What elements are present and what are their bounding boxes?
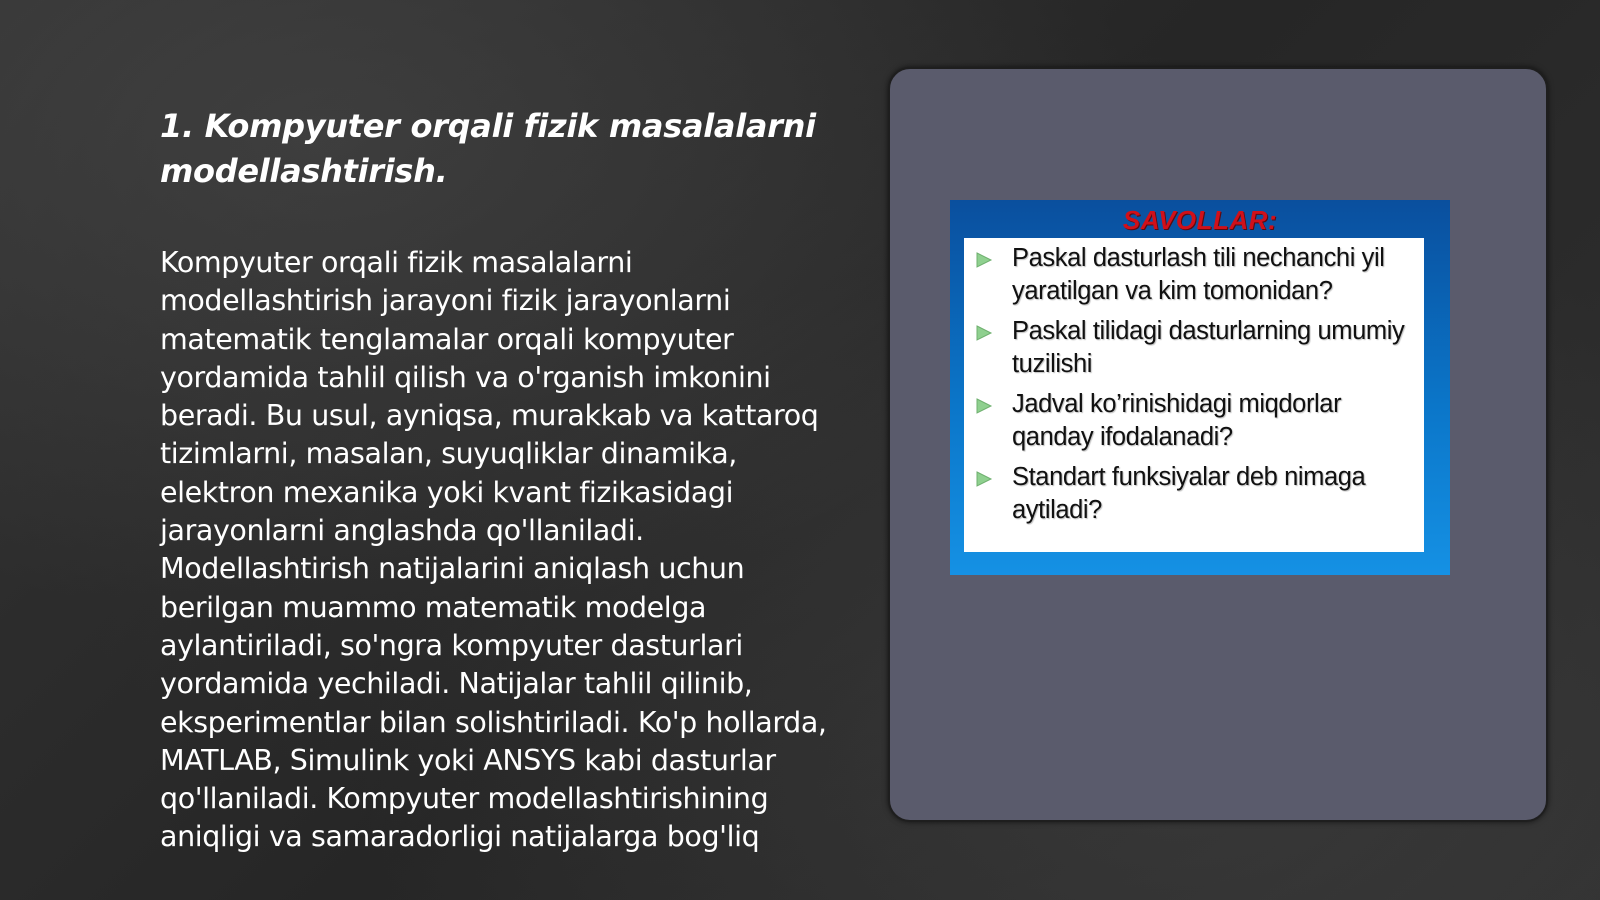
- slide-body-text: Kompyuter orqali fizik masalalarni modellashtirish jarayoni fizik jarayonlarni matematik tenglamalar orqali kompyuter yordamida tahlil qilish va o'rganish imkonini beradi. Bu usul, ayniqsa, murakkab va kattaroq tizimlarni, masalan, suyuqliklar dinamika, elektron mexanika yoki kvant fizikasidagi jarayonlarni anglashda qo'llaniladi. Modellashtirish natijalarini aniqlash uchun berilgan muammo matematik modelga aylantiriladi, so'ngra kompyuter dasturlari yordamida yechiladi. Natijalar tahlil qilinib, eksperimentlar bilan solishtiriladi. Ko'p hollarda, MATLAB, Simulink yoki ANSYS kabi dasturlar qo'llaniladi. Kompyuter modellashtirishining aniqligi va samaradorligi natijalarga bog'liq: [160, 246, 827, 854]
- question-item: [974, 242, 1412, 308]
- question-text: Paskal dasturlash tili nechanchi yil yaratilgan va kim tomonidan?: [1012, 244, 1385, 305]
- text-column: [160, 104, 832, 857]
- question-text: Paskal tilidagi dasturlarning umumiy tuzilishi: [1012, 317, 1405, 378]
- slide-title: 1. Kompyuter orqali fizik masalalarni modellashtirish.: [160, 107, 816, 190]
- question-item: [974, 388, 1412, 454]
- question-item: [974, 461, 1412, 527]
- triangle-bullet-icon: [974, 250, 994, 270]
- question-text: Standart funksiyalar deb nimaga aytiladi?: [1012, 463, 1366, 524]
- questions-list: [964, 238, 1424, 552]
- triangle-bullet-icon: [974, 396, 994, 416]
- questions-card: [950, 200, 1450, 575]
- question-item: [974, 315, 1412, 381]
- triangle-bullet-icon: [974, 323, 994, 343]
- triangle-bullet-icon: [974, 469, 994, 489]
- questions-title: SAVOLLAR:: [1122, 205, 1278, 235]
- question-text: Jadval ko’rinishidagi miqdorlar qanday ifodalanadi?: [1012, 390, 1342, 451]
